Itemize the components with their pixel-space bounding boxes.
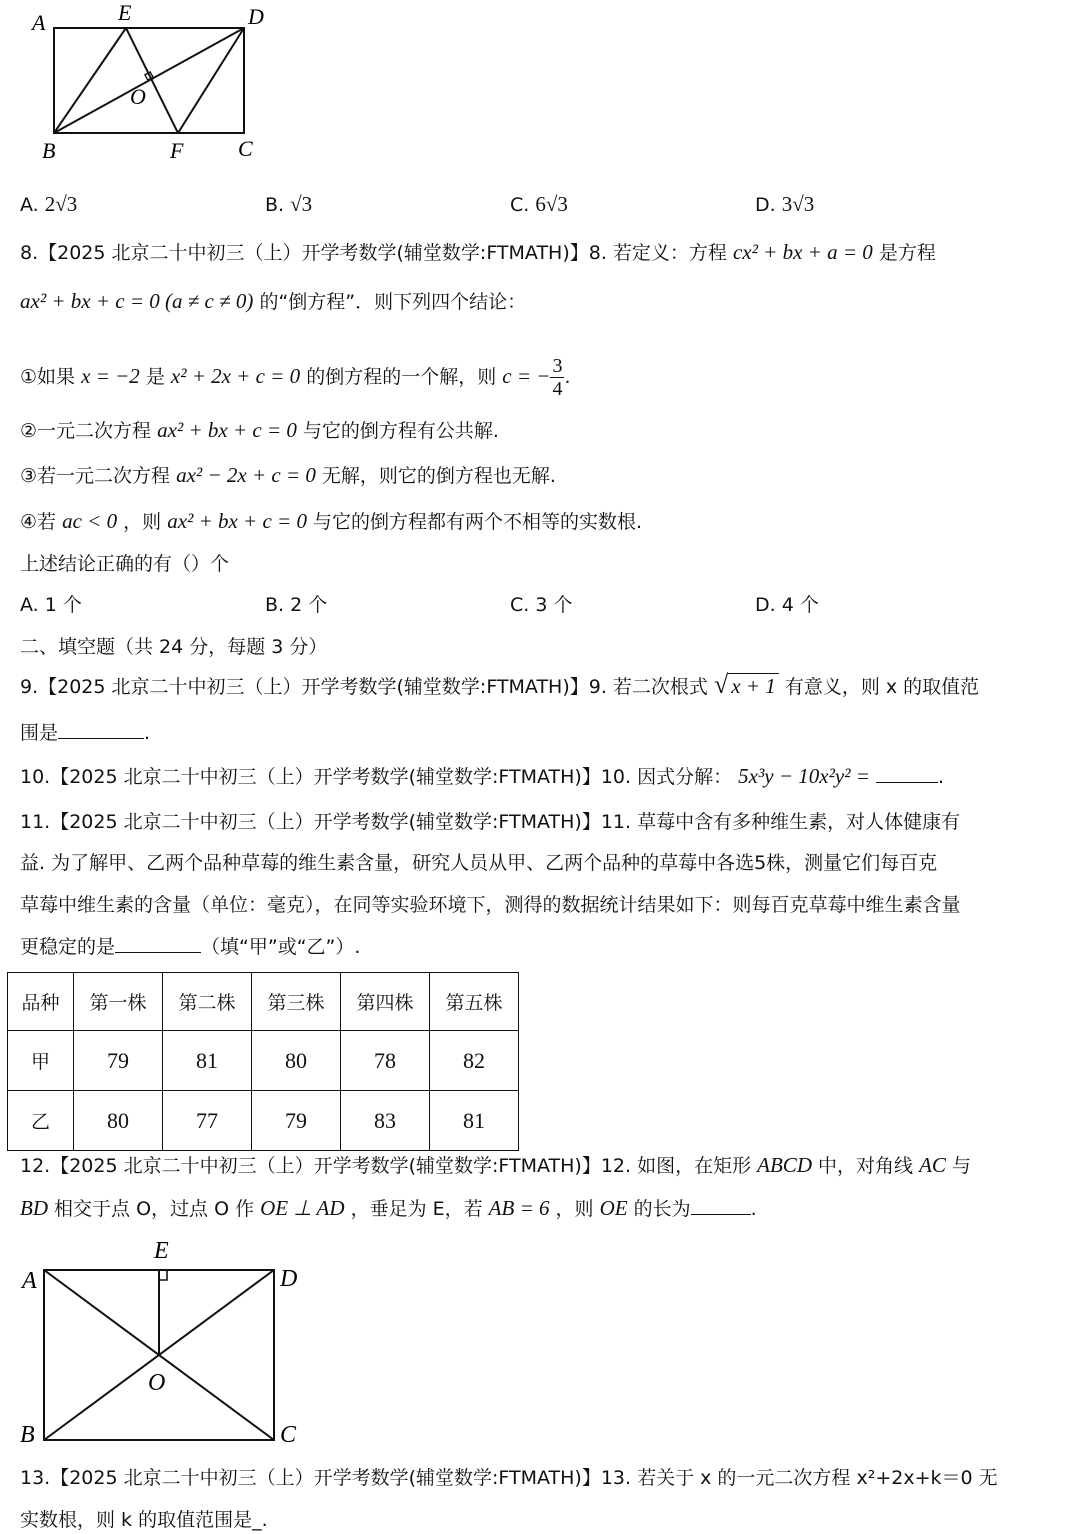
label-O: O [130, 84, 146, 109]
q7-option-a[interactable]: A. 2√3 [20, 192, 78, 216]
q13-line2: 实数根，则 k 的取值范围是_. [20, 1509, 268, 1531]
table-cell: 83 [341, 1091, 430, 1151]
label-E: E [154, 1238, 169, 1264]
q12-line1: 12.【2025 北京二十中初三（上）开学考数学(辅堂数学:FTMATH)】12. 如图，在矩形 ABCD 中，对角线 AC 与 [20, 1153, 971, 1177]
q8-conclusion-1: ①如果 x = −2 是 x² + 2x + c = 0 的倒方程的一个解，则 c = − $\frac{3}{4}$ . [20, 355, 571, 400]
q11-line3: 草莓中维生素的含量（单位：毫克），在同等实验环境下，测得的数据统计结果如下：则每百克草莓中维生素含量 [20, 894, 961, 916]
fraction-three-quarters: $\frac{3}{4}$ [552, 355, 563, 400]
table-cell: 78 [341, 1031, 430, 1091]
label-B: B [20, 1422, 35, 1448]
table-cell: 82 [430, 1031, 519, 1091]
label-O: O [148, 1370, 166, 1396]
q8-option-a[interactable]: A. 1 个 [20, 594, 82, 616]
q9-line1: 9.【2025 北京二十中初三（上）开学考数学(辅堂数学:FTMATH)】9. 若二次根式 √ x + 1 有意义，则 x 的取值范 [20, 670, 980, 699]
q11-line2: 益. 为了解甲、乙两个品种草莓的维生素含量，研究人员从甲、乙两个品种的草莓中各选5株，测量它们每百克 [20, 852, 938, 874]
table-header: 第五株 [430, 973, 519, 1031]
table-cell: 80 [252, 1031, 341, 1091]
table-header-row [8, 973, 519, 1031]
answer-blank[interactable] [876, 764, 938, 783]
table-cell: 80 [74, 1091, 163, 1151]
q11-line1: 11.【2025 北京二十中初三（上）开学考数学(辅堂数学:FTMATH)】11. 草莓中含有多种维生素，对人体健康有 [20, 811, 961, 833]
q7-option-c[interactable]: C. 6√3 [510, 192, 568, 216]
table-cell: 甲 [8, 1031, 74, 1091]
radicand: x + 1 [728, 673, 779, 698]
table-header: 品种 [8, 973, 74, 1031]
q8-conclusion-2: ②一元二次方程 ax² + bx + c = 0 与它的倒方程有公共解. [20, 418, 499, 442]
q8-line2: ax² + bx + c = 0 (a ≠ c ≠ 0) 的“倒方程”．则下列四个结论： [20, 289, 527, 313]
section-title: 二、填空题（共 24 分，每题 3 分） [20, 636, 328, 658]
label-C: C [280, 1422, 297, 1448]
label-A: A [32, 10, 46, 35]
table-cell: 79 [252, 1091, 341, 1151]
figure-rectangle-diagonals [14, 1232, 314, 1452]
table-cell: 乙 [8, 1091, 74, 1151]
table-row [8, 1031, 519, 1091]
q8-line1: 8.【2025 北京二十中初三（上）开学考数学(辅堂数学:FTMATH)】8. 若定义：方程 cx² + bx + a = 0 是方程 [20, 240, 936, 264]
table-cell: 81 [430, 1091, 519, 1151]
q8-question: 上述结论正确的有（）个 [20, 553, 230, 575]
label-D: D [280, 1266, 298, 1292]
label-E: E [118, 0, 132, 25]
q10-line: 10.【2025 北京二十中初三（上）开学考数学(辅堂数学:FTMATH)】10. 因式分解： 5x³y − 10x²y² = . [20, 764, 945, 788]
answer-blank[interactable] [691, 1196, 751, 1215]
sqrt-symbol: √ [713, 670, 729, 699]
q13-line1: 13.【2025 北京二十中初三（上）开学考数学(辅堂数学:FTMATH)】13. 若关于 x 的一元二次方程 x²+2x+k＝0 无 [20, 1467, 998, 1489]
q8-option-d[interactable]: D. 4 个 [755, 594, 819, 616]
label-A: A [22, 1268, 37, 1294]
table-header: 第三株 [252, 973, 341, 1031]
q12-line2: BD 相交于点 O，过点 O 作 OE ⊥ AD ，垂足为 E，若 AB = 6 ，则 OE 的长为 . [20, 1196, 757, 1220]
label-F: F [170, 138, 184, 163]
q7-option-b[interactable]: B. √3 [265, 192, 313, 216]
answer-blank[interactable] [115, 934, 201, 953]
table-cell: 79 [74, 1031, 163, 1091]
table-row [8, 1091, 519, 1151]
table-header: 第一株 [74, 973, 163, 1031]
figure-rectangle-abcd-rhombus [20, 0, 280, 170]
q11-line4: 更稳定的是 （填“甲”或“乙”）. [20, 936, 361, 958]
q8-conclusion-4: ④若 ac < 0 ，则 ax² + bx + c = 0 与它的倒方程都有两个不相等的实数根. [20, 509, 643, 533]
table-header: 第四株 [341, 973, 430, 1031]
q9-line2: 围是 . [20, 722, 151, 744]
q8-conclusion-3: ③若一元二次方程 ax² − 2x + c = 0 无解，则它的倒方程也无解. [20, 463, 556, 487]
answer-blank[interactable] [58, 720, 144, 739]
data-table [7, 972, 519, 1151]
label-C: C [238, 136, 253, 161]
q8-option-b[interactable]: B. 2 个 [265, 594, 328, 616]
label-D: D [248, 4, 264, 29]
table-cell: 81 [163, 1031, 252, 1091]
table-header: 第二株 [163, 973, 252, 1031]
q8-option-c[interactable]: C. 3 个 [510, 594, 573, 616]
label-B: B [42, 138, 56, 163]
table-cell: 77 [163, 1091, 252, 1151]
q7-option-d[interactable]: D. 3√3 [755, 192, 815, 216]
